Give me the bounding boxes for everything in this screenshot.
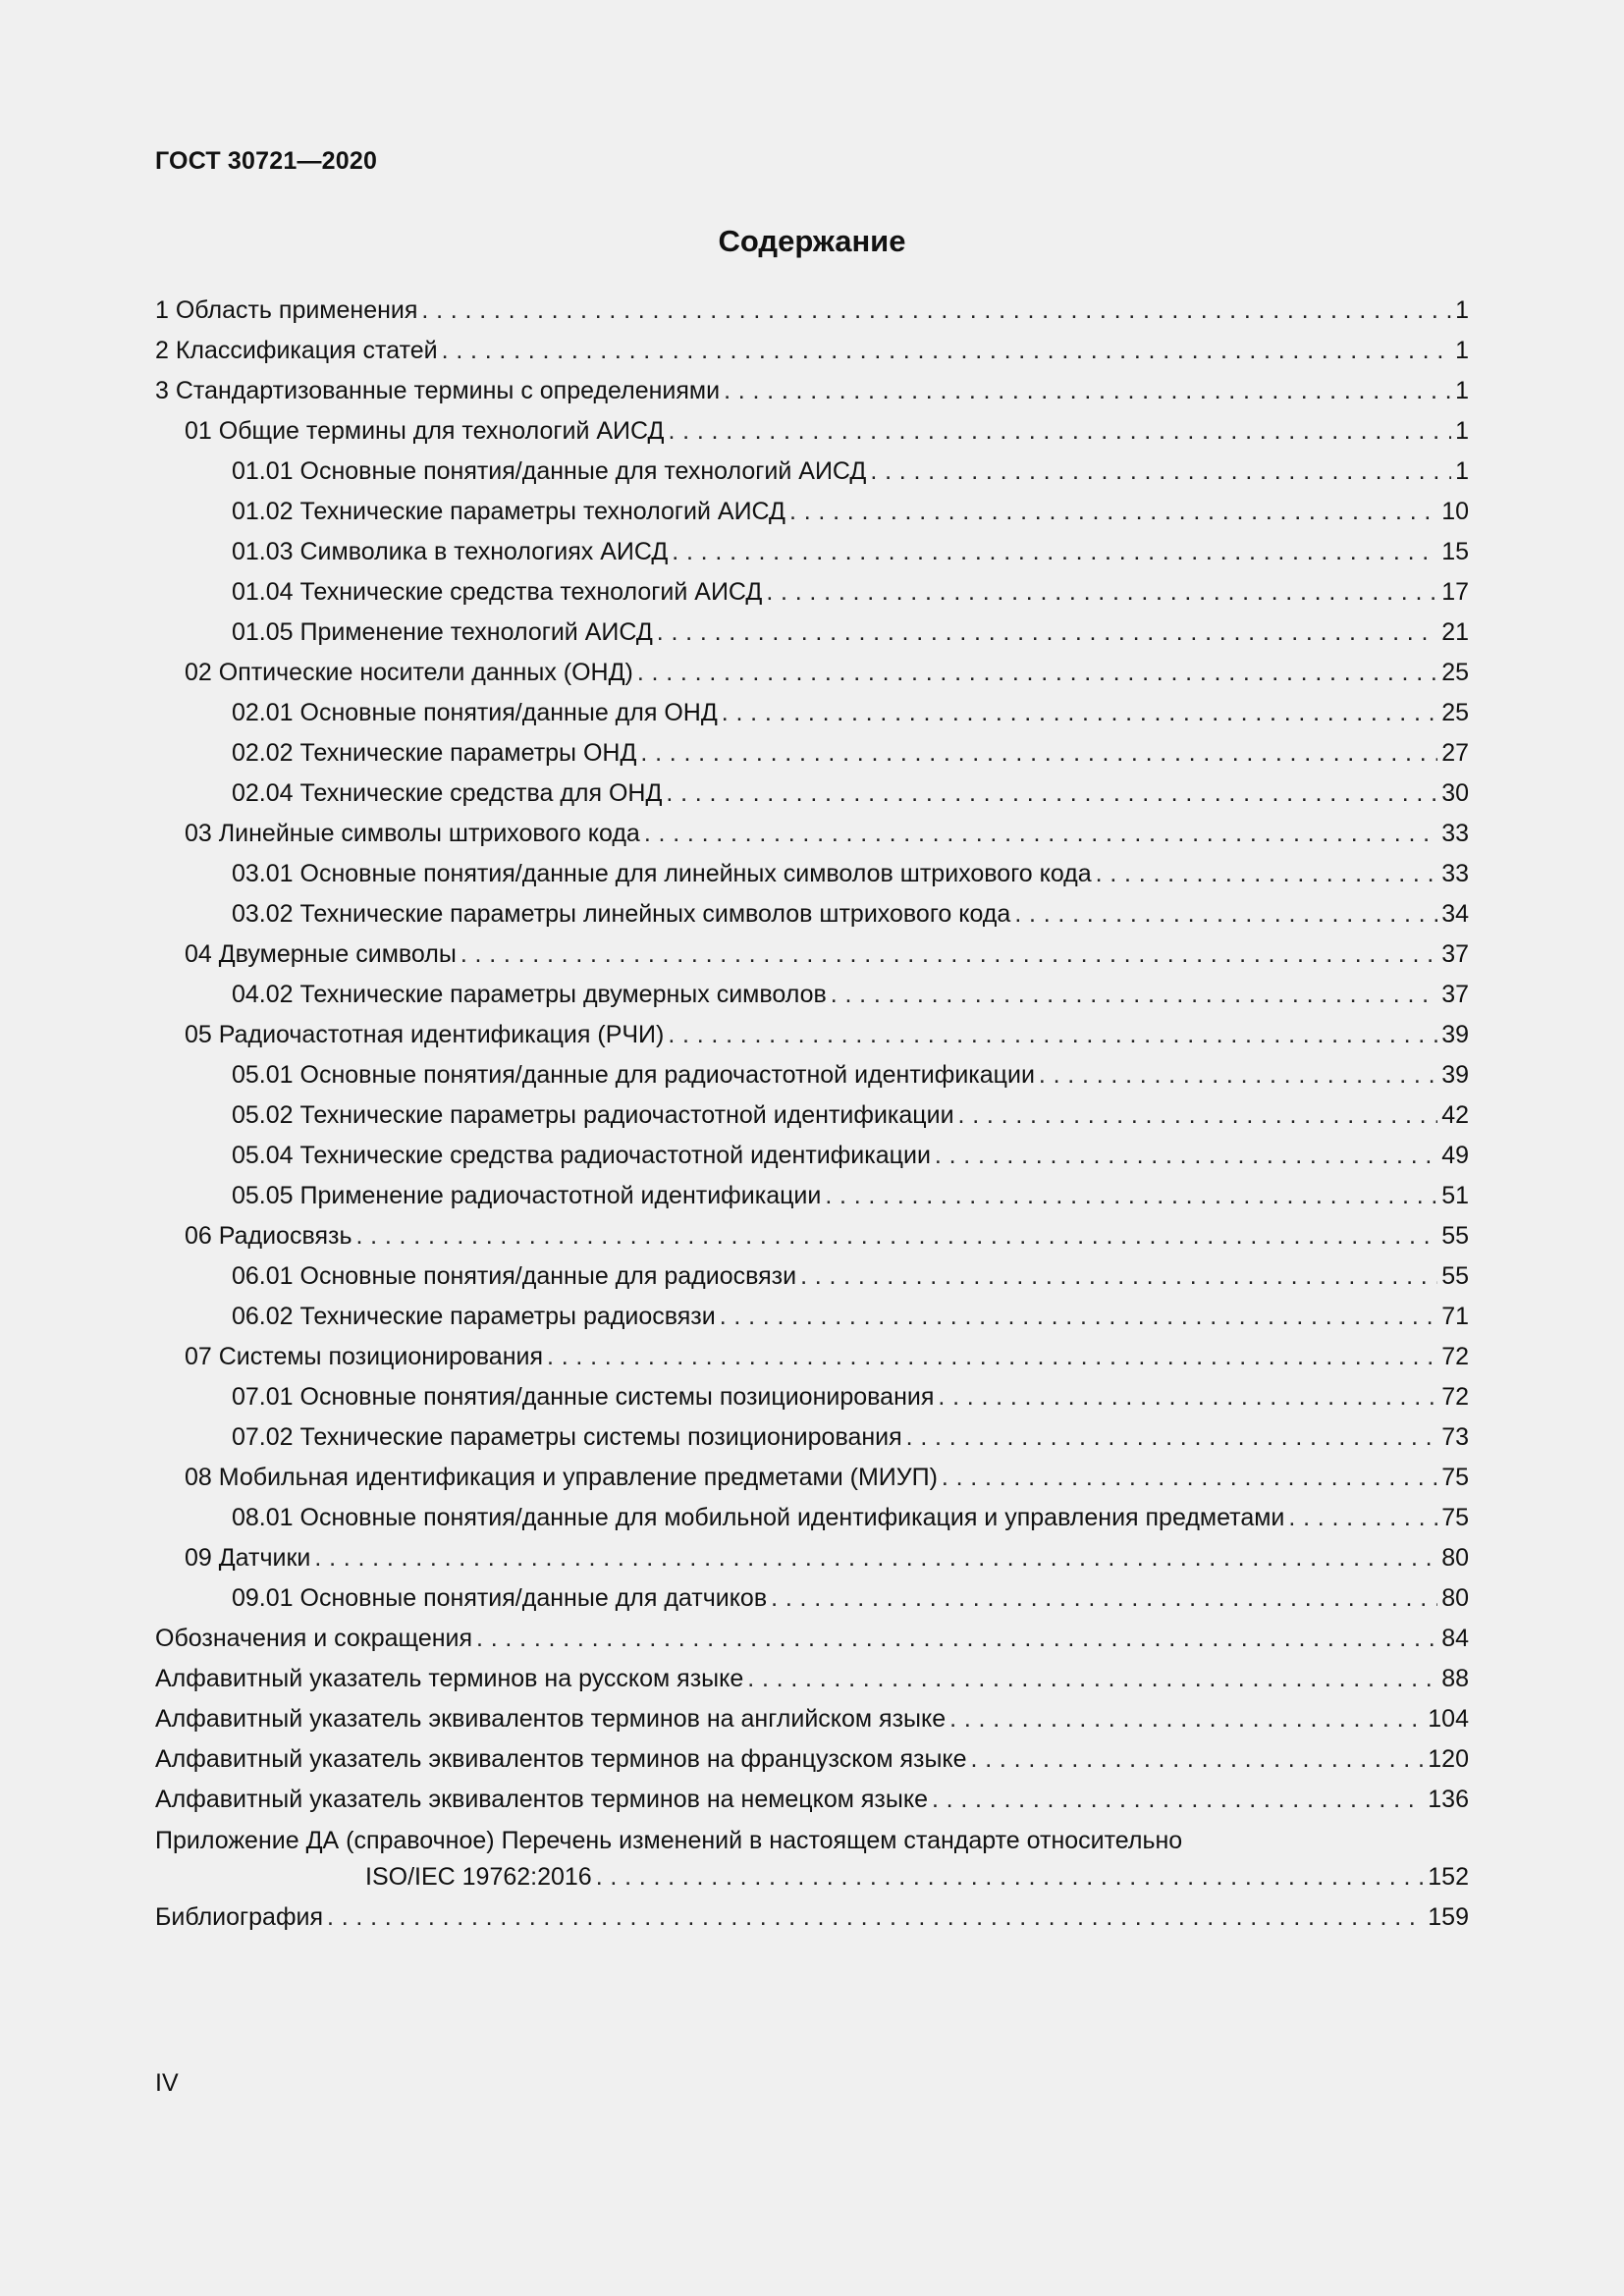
toc-leader-dots <box>942 1458 1437 1498</box>
toc-entry-page: 136 <box>1428 1786 1469 1813</box>
toc-entry[interactable] <box>155 1659 1469 1699</box>
toc-entry-title: 2 Классификация статей <box>155 337 438 364</box>
toc-entry-page: 75 <box>1441 1504 1469 1531</box>
toc-entry[interactable] <box>155 1417 1469 1458</box>
toc-entry-page: 27 <box>1441 739 1469 767</box>
toc-entry-page: 80 <box>1441 1584 1469 1612</box>
toc-entry[interactable] <box>155 894 1469 934</box>
toc-entry-title: 07.01 Основные понятия/данные системы позиционирования <box>232 1383 935 1411</box>
toc-entry[interactable] <box>155 774 1469 814</box>
toc-entry-page: 1 <box>1455 457 1469 485</box>
toc-entry[interactable] <box>155 1176 1469 1216</box>
toc-leader-dots <box>789 492 1437 532</box>
toc-entry-page: 39 <box>1441 1061 1469 1089</box>
toc-entry[interactable] <box>155 452 1469 492</box>
toc-entry[interactable] <box>155 572 1469 613</box>
toc-leader-dots <box>720 1297 1437 1337</box>
toc-entry-title: Алфавитный указатель эквивалентов терминов на французском языке <box>155 1745 967 1773</box>
toc-entry-title: Алфавитный указатель терминов на русском языке <box>155 1665 744 1692</box>
toc-entry[interactable] <box>155 1256 1469 1297</box>
toc-entry[interactable] <box>155 492 1469 532</box>
toc-entry-page: 39 <box>1441 1021 1469 1048</box>
toc-entry-page: 75 <box>1441 1464 1469 1491</box>
toc-entry[interactable] <box>155 1578 1469 1619</box>
toc-entry-title: 07.02 Технические параметры системы позиционирования <box>232 1423 902 1451</box>
toc-entry-title: 08 Мобильная идентификация и управление предметами (МИУП) <box>185 1464 938 1491</box>
toc-entry-page: 21 <box>1441 618 1469 646</box>
toc-entry-title: Алфавитный указатель эквивалентов терминов на английском языке <box>155 1705 947 1733</box>
toc-leader-dots <box>935 1136 1437 1176</box>
page-title: Содержание <box>718 224 906 258</box>
toc-entry-page: 120 <box>1428 1745 1469 1773</box>
toc-entry-page: 72 <box>1441 1343 1469 1370</box>
toc-entry-title: Библиография <box>155 1903 324 1931</box>
toc-entry-page: 37 <box>1441 940 1469 968</box>
toc-entry-page: 1 <box>1455 417 1469 445</box>
toc-entry-title: 3 Стандартизованные термины с определениями <box>155 377 721 404</box>
toc-leader-dots <box>547 1337 1437 1377</box>
toc-leader-dots <box>596 1857 1425 1897</box>
toc-entry-page: 25 <box>1441 659 1469 686</box>
toc-entry[interactable] <box>155 1297 1469 1337</box>
toc-entry[interactable] <box>155 411 1469 452</box>
toc-leader-dots <box>724 371 1451 411</box>
toc-entry[interactable] <box>155 1377 1469 1417</box>
toc-leader-dots <box>1096 854 1438 894</box>
toc-leader-dots <box>442 331 1451 371</box>
toc-leader-dots <box>637 653 1437 693</box>
toc-leader-dots <box>460 934 1437 975</box>
toc-entry-page: 72 <box>1441 1383 1469 1411</box>
toc-entry-title: 1 Область применения <box>155 296 418 324</box>
toc-entry[interactable] <box>155 1458 1469 1498</box>
toc-leader-dots <box>1014 894 1437 934</box>
toc-leader-dots <box>657 613 1437 653</box>
toc-entry-title: 01.04 Технические средства технологий АИСД <box>232 578 763 606</box>
toc-entry-title: 05 Радиочастотная идентификация (РЧИ) <box>185 1021 665 1048</box>
toc-leader-dots <box>668 411 1451 452</box>
toc-entry-title: 04.02 Технические параметры двумерных символов <box>232 981 827 1008</box>
document-header: ГОСТ 30721—2020 <box>155 147 378 175</box>
toc-leader-dots <box>766 572 1437 613</box>
toc-entry-page: 1 <box>1455 377 1469 404</box>
toc-leader-dots <box>958 1095 1438 1136</box>
toc-entry[interactable] <box>155 1015 1469 1055</box>
toc-entry-page: 25 <box>1441 699 1469 726</box>
toc-entry[interactable] <box>155 1699 1469 1739</box>
toc-leader-dots <box>771 1578 1437 1619</box>
toc-entry[interactable] <box>155 331 1469 371</box>
toc-leader-dots <box>1288 1498 1437 1538</box>
toc-entry-title: 03.02 Технические параметры линейных символов штрихового кода <box>232 900 1011 928</box>
toc-leader-dots <box>722 693 1437 733</box>
table-of-contents <box>155 291 1469 1938</box>
toc-entry-title: 04 Двумерные символы <box>185 940 457 968</box>
toc-entry[interactable] <box>155 1538 1469 1578</box>
toc-entry-page: 55 <box>1441 1222 1469 1250</box>
toc-entry[interactable] <box>155 1337 1469 1377</box>
toc-entry[interactable] <box>155 291 1469 331</box>
toc-entry-page: 33 <box>1441 820 1469 847</box>
toc-entry-page: 51 <box>1441 1182 1469 1209</box>
toc-leader-dots <box>421 291 1451 331</box>
toc-entry-page: 17 <box>1441 578 1469 606</box>
toc-leader-dots <box>800 1256 1437 1297</box>
toc-leader-dots <box>870 452 1451 492</box>
toc-leader-dots <box>1039 1055 1437 1095</box>
toc-entry-bibliography[interactable] <box>155 1897 1469 1938</box>
toc-entry[interactable] <box>155 1619 1469 1659</box>
toc-leader-dots <box>831 975 1437 1015</box>
toc-entry-title: 06.02 Технические параметры радиосвязи <box>232 1303 716 1330</box>
page-number: IV <box>155 2069 179 2097</box>
toc-entry-title: 07 Системы позиционирования <box>185 1343 544 1370</box>
toc-entry[interactable] <box>155 1498 1469 1538</box>
toc-leader-dots <box>949 1699 1424 1739</box>
toc-entry-title: 06 Радиосвязь <box>185 1222 352 1250</box>
toc-leader-dots <box>476 1619 1437 1659</box>
toc-entry-title: 01.05 Применение технологий АИСД <box>232 618 653 646</box>
toc-entry-page: 84 <box>1441 1625 1469 1652</box>
toc-entry[interactable] <box>155 1739 1469 1780</box>
toc-entry-title: 08.01 Основные понятия/данные для мобильной идентификация и управления предметами <box>232 1504 1285 1531</box>
toc-leader-dots <box>932 1780 1424 1820</box>
toc-entry-title: 09 Датчики <box>185 1544 311 1572</box>
toc-entry-title: 01 Общие термины для технологий АИСД <box>185 417 665 445</box>
toc-leader-dots <box>825 1176 1437 1216</box>
toc-entry-title: 03 Линейные символы штрихового кода <box>185 820 640 847</box>
toc-entry-title: Алфавитный указатель эквивалентов терминов на немецком языке <box>155 1786 928 1813</box>
toc-entry-title: 02.02 Технические параметры ОНД <box>232 739 637 767</box>
toc-entry-title: 06.01 Основные понятия/данные для радиосвязи <box>232 1262 797 1290</box>
toc-entry-page: 1 <box>1455 296 1469 324</box>
toc-entry[interactable] <box>155 693 1469 733</box>
toc-leader-dots <box>355 1216 1437 1256</box>
toc-entry-title: 02.04 Технические средства для ОНД <box>232 779 663 807</box>
toc-leader-dots <box>672 532 1437 572</box>
toc-entry[interactable] <box>155 1136 1469 1176</box>
toc-leader-dots <box>747 1659 1437 1699</box>
toc-entry-title: 05.05 Применение радиочастотной идентификации <box>232 1182 822 1209</box>
toc-leader-dots <box>314 1538 1437 1578</box>
toc-entry[interactable] <box>155 1055 1469 1095</box>
toc-entry[interactable] <box>155 975 1469 1015</box>
toc-entry-title: 01.02 Технические параметры технологий АИСД <box>232 498 785 525</box>
toc-leader-dots <box>938 1377 1437 1417</box>
toc-entry-page: 42 <box>1441 1101 1469 1129</box>
toc-entry-page: 159 <box>1428 1903 1469 1931</box>
toc-entry-page: 80 <box>1441 1544 1469 1572</box>
toc-leader-dots <box>906 1417 1438 1458</box>
toc-entry-page: 33 <box>1441 860 1469 887</box>
toc-entry-page: 71 <box>1441 1303 1469 1330</box>
toc-leader-dots <box>668 1015 1437 1055</box>
toc-entry[interactable] <box>155 733 1469 774</box>
toc-entry-page: 34 <box>1441 900 1469 928</box>
toc-entry-title: 09.01 Основные понятия/данные для датчиков <box>232 1584 768 1612</box>
toc-entry-title: 02.01 Основные понятия/данные для ОНД <box>232 699 718 726</box>
toc-leader-dots <box>971 1739 1425 1780</box>
toc-entry-title: 01.01 Основные понятия/данные для технологий АИСД <box>232 457 867 485</box>
toc-entry-page: 10 <box>1441 498 1469 525</box>
toc-entry[interactable] <box>155 814 1469 854</box>
toc-entry-page: 55 <box>1441 1262 1469 1290</box>
toc-entry-title: 03.01 Основные понятия/данные для линейных символов штрихового кода <box>232 860 1092 887</box>
toc-entry-page: 15 <box>1441 538 1469 565</box>
toc-entry-page: 73 <box>1441 1423 1469 1451</box>
toc-entry-title: 05.01 Основные понятия/данные для радиочастотной идентификации <box>232 1061 1035 1089</box>
toc-entry[interactable] <box>155 1780 1469 1820</box>
toc-entry[interactable] <box>155 371 1469 411</box>
toc-entry[interactable] <box>155 653 1469 693</box>
appendix-title-line: Приложение ДА (справочное) Перечень изменений в настоящем стандарте относительно <box>155 1827 1183 1854</box>
toc-entry[interactable] <box>155 532 1469 572</box>
appendix-title-continuation: ISO/IEC 19762:2016 <box>365 1863 592 1891</box>
toc-leader-dots <box>327 1897 1424 1938</box>
toc-entry-title: 05.04 Технические средства радиочастотной идентификации <box>232 1142 931 1169</box>
toc-entry-page: 1 <box>1455 337 1469 364</box>
toc-entry-title: 01.03 Символика в технологиях АИСД <box>232 538 669 565</box>
toc-entry-title: 05.02 Технические параметры радиочастотной идентификации <box>232 1101 954 1129</box>
toc-entry-page: 88 <box>1441 1665 1469 1692</box>
toc-entry[interactable] <box>155 934 1469 975</box>
toc-entry[interactable] <box>155 1095 1469 1136</box>
toc-entry-page: 49 <box>1441 1142 1469 1169</box>
toc-entry-page: 104 <box>1428 1705 1469 1733</box>
toc-entry[interactable] <box>155 1216 1469 1256</box>
toc-leader-dots <box>666 774 1437 814</box>
toc-leader-dots <box>644 814 1437 854</box>
toc-entry-page: 30 <box>1441 779 1469 807</box>
toc-entry[interactable] <box>155 854 1469 894</box>
toc-entry-appendix[interactable] <box>155 1824 1469 1897</box>
toc-entry-page: 37 <box>1441 981 1469 1008</box>
toc-entry-title: 02 Оптические носители данных (ОНД) <box>185 659 633 686</box>
toc-entry[interactable] <box>155 613 1469 653</box>
appendix-page: 152 <box>1428 1863 1469 1891</box>
toc-entry-title: Обозначения и сокращения <box>155 1625 473 1652</box>
toc-leader-dots <box>640 733 1437 774</box>
